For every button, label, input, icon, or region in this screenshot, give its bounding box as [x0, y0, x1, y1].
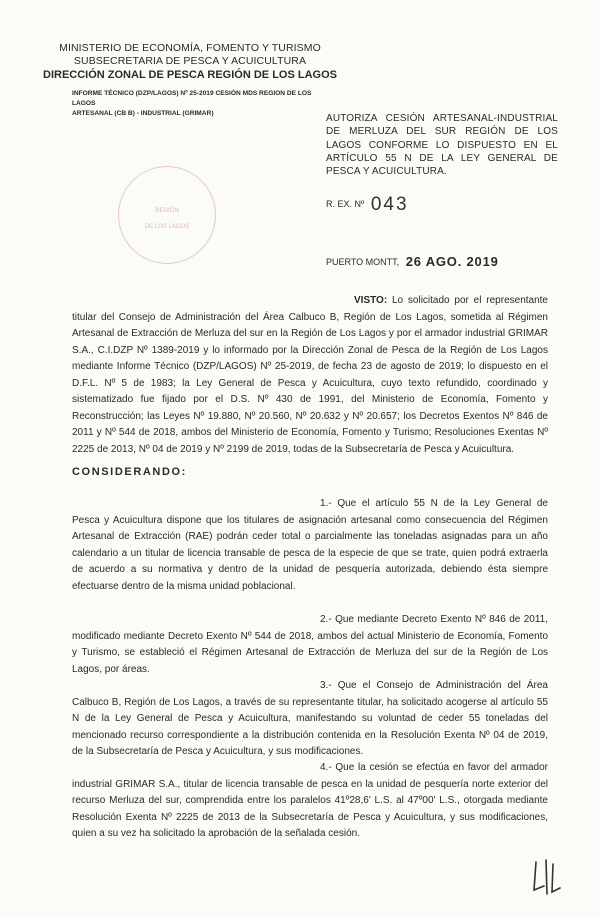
considerando-item-1: 1.- Que el artículo 55 N de la Ley General de Pesca y Acuicultura dispone que los titulares de asignación artesanal como consecuencia del Régimen Artesanal de Extracción (RAE) podrán ceder total o parcialmente las toneladas asignadas para un año calendario a un titular de licencia transable de pesca de la especie de que se trate, quien podrá extraerla de acuerdo a su normativa y dentro de la unidad de pesquería autorizada, debiendo ésta siempre efectuarse dentro de la misma unidad poblacional.	[72, 498, 548, 592]
date-stamp: 26 AGO. 2019	[405, 254, 499, 269]
visto-heading: VISTO:	[354, 295, 388, 306]
considerando-item-4: 4.- Que la cesión se efectúa en favor del armador industrial GRIMAR S.A., titular de licencia transable de pesca en la unidad de pesquería norte exterior del recurso Merluza del sur, comprendida entre los paralelos 41º28,6' L.S. al 47º00' L.S., otorgada mediante Resolución Exenta Nº 2225 de 2013 de la Subsecretaría de Pesca y Acuicultura, y sus modificaciones, quien a su vez ha solicitado la aprobación de la señalada cesión.	[72, 762, 548, 839]
place-label: PUERTO MONTT,	[326, 257, 400, 267]
subsecretariat-name: SUBSECRETARIA DE PESCA Y ACUICULTURA	[73, 55, 307, 67]
considerando-item-2: 2.- Que mediante Decreto Exento Nº 846 de 2011, modificado mediante Decreto Exento Nº 544 de 2018, ambos del actual Ministerio de Economía, Fomento y Turismo, se estableció el Régimen Artesanal de Extracción de Merluza del sur de la Región de Los Lagos, por áreas.	[72, 614, 548, 675]
directorate-name: DIRECCIÓN ZONAL DE PESCA REGIÓN DE LOS LAGOS	[43, 69, 337, 81]
ministry-name: MINISTERIO DE ECONOMÍA, FOMENTO Y TURISMO	[59, 42, 321, 54]
resolution-label: R. EX. Nº	[326, 199, 365, 209]
resolution-value: 043	[370, 194, 409, 215]
signature-initials	[528, 856, 568, 898]
letterhead	[0, 42, 380, 83]
considerando-item-3: 3.- Que el Consejo de Administración del Área Calbuco B, Región de Los Lagos, a través de su representante titular, ha solicitado acogerse al artículo 55 N de la Ley General de Pesca y Acuicultura, manifestando su voluntad de ceder 55 toneladas del mencionado recurso correspondiente a la distribución contenida en la Resolución Exenta Nº 04 de 2019, de la Subsecretaría de Pesca y Acuicultura, y sus modificaciones.	[72, 680, 548, 757]
resolution-summary: AUTORIZA CESIÓN ARTESANAL-INDUSTRIAL DE MERLUZA DEL SUR REGIÓN DE LOS LAGOS CONFORME LO DISPUESTO EN EL ARTÍCULO 55 N DE LA LEY GENERAL DE PESCA Y ACUICULTURA.	[326, 113, 558, 178]
stamp-line-1: REGIÓN	[155, 208, 179, 214]
reference-line-2: ARTESANAL (CB B) - INDUSTRIAL (GRIMAR)	[72, 110, 214, 117]
visto-text: Lo solicitado por el representante titular del Consejo de Administración del Área Calbuco B, Región de Los Lagos, sometida al Régimen Artesanal de Extracción de Merluza del sur en la Región de Los Lagos y por el armador industrial GRIMAR S.A., C.I.DZP Nº 1389-2019 y lo informado por la Dirección Zonal de Pesca de la Región de Los Lagos mediante Informe Técnico (DZP/LAGOS) Nº 25-2019, de fecha 23 de agosto de 2019; lo dispuesto en el D.F.L. Nº 5 de 1983; la Ley General de Pesca y Acuicultura, cuyo texto refundido, coordinado y sistematizado fue fijado por el D.S. Nº 430 de 1991, del Ministerio de Economía, Fomento y Reconstrucción; las Leyes Nº 19.880, Nº 20.560, Nº 20.632 y Nº 20.657; los Decretos Exentos Nº 846 de 2011 y Nº 544 de 2018, ambos del Ministerio de Economía, Fomento y Turismo; Resoluciones Exentas Nº 2225 de 2013, Nº 04 de 2019 y Nº 2199 de 2019, todas de la Subsecretaría de Pesca y Acuicultura.	[72, 295, 548, 455]
place-date	[326, 254, 499, 269]
office-stamp	[118, 166, 216, 264]
resolution-number	[326, 194, 409, 216]
technical-report-reference	[72, 89, 332, 119]
visto-paragraph	[72, 293, 548, 458]
considerando-heading: CONSIDERANDO:	[72, 466, 187, 478]
stamp-line-2: DE LOS LAGOS	[144, 224, 190, 230]
reference-line-1: INFORME TÉCNICO (DZP/LAGOS) Nº 25-2019 CESIÓN MDS REGION DE LOS LAGOS	[72, 90, 312, 107]
